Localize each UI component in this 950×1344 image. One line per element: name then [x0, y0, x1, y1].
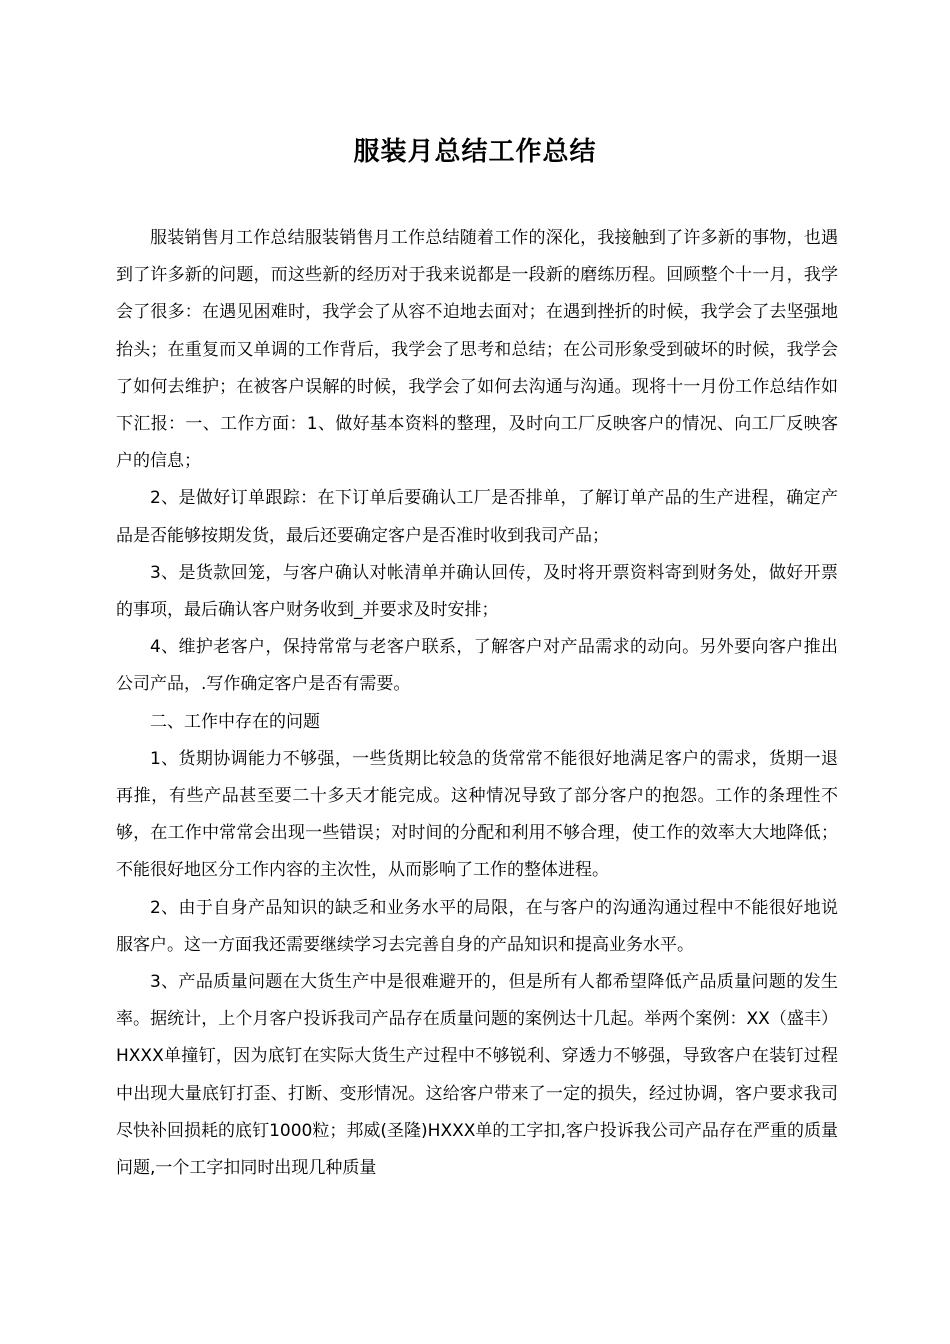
paragraph-payment-collection: 3、是货款回笼，与客户确认对帐清单并确认回传，及时将开票资料寄到财务处，做好开票的事项，最后确认客户财务收到_并要求及时安排；: [116, 562, 838, 621]
paragraph-quality-issues: 3、产品质量问题在大货生产中是很难避开的，但是所有人都希望降低产品质量问题的发生率。据统计，上个月客户投诉我司产品存在质量问题的案例达十几起。举两个案例：XX（盛丰）HXXX单撞钉，因为底钉在实际大货生产过程中不够锐利、穿透力不够强，导致客户在装钉过程中出现大量底钉打歪、打断、变形情况。这给客户带来了一定的损失，经过协调，客户要求我司尽快补回损耗的底钉1000粒；邦威(圣隆)HXXX单的工字扣,客户投诉我公司产品存在严重的质量问题,一个工字扣同时出现几种质量: [116, 972, 838, 1179]
paragraph-delivery-coordination: 1、货期协调能力不够强，一些货期比较急的货常常不能很好地满足客户的需求，货期一退再推，有些产品甚至要二十多天才能完成。这种情况导致了部分客户的抱怨。工作的条理性不够，在工作中常常会出现一些错误；对时间的分配和利用不够合理，使工作的效率大大地降低；不能很好地区分工作内容的主次性，从而影响了工作的整体进程。: [116, 748, 838, 881]
paragraph-intro: 服装销售月工作总结服装销售月工作总结随着工作的深化，我接触到了许多新的事物，也遇到了许多新的问题，而这些新的经历对于我来说都是一段新的磨练历程。回顾整个十一月，我学会了很多：在遇见困难时，我学会了从容不迫地去面对；在遇到挫折的时候，我学会了去坚强地抬头；在重复而又单调的工作背后，我学会了思考和总结；在公司形象受到破坏的时候，我学会了如何去维护；在被客户误解的时候，我学会了如何去沟通与沟通。现将十一月份工作总结作如下汇报：一、工作方面：1、做好基本资料的整理，及时向工厂反映客户的情况、向工厂反映客户的信息；: [116, 228, 838, 472]
paragraph-product-knowledge: 2、由于自身产品知识的缺乏和业务水平的局限，在与客户的沟通沟通过程中不能很好地说服客户。这一方面我还需要继续学习去完善自身的产品知识和提高业务水平。: [116, 897, 838, 955]
paragraph-order-tracking: 2、是做好订单跟踪：在下订单后要确认工厂是否排单，了解订单产品的生产进程，确定产品是否能够按期发货，最后还要确定客户是否准时收到我司产品；: [116, 488, 838, 546]
paragraph-maintain-customers: 4、维护老客户，保持常常与老客户联系，了解客户对产品需求的动向。另外要向客户推出公司产品，.写作确定客户是否有需要。: [116, 637, 838, 695]
document-title: 服装月总结工作总结: [353, 137, 597, 167]
document-body: [116, 220, 838, 1187]
section-heading-problems: 二、工作中存在的问题: [150, 711, 320, 732]
